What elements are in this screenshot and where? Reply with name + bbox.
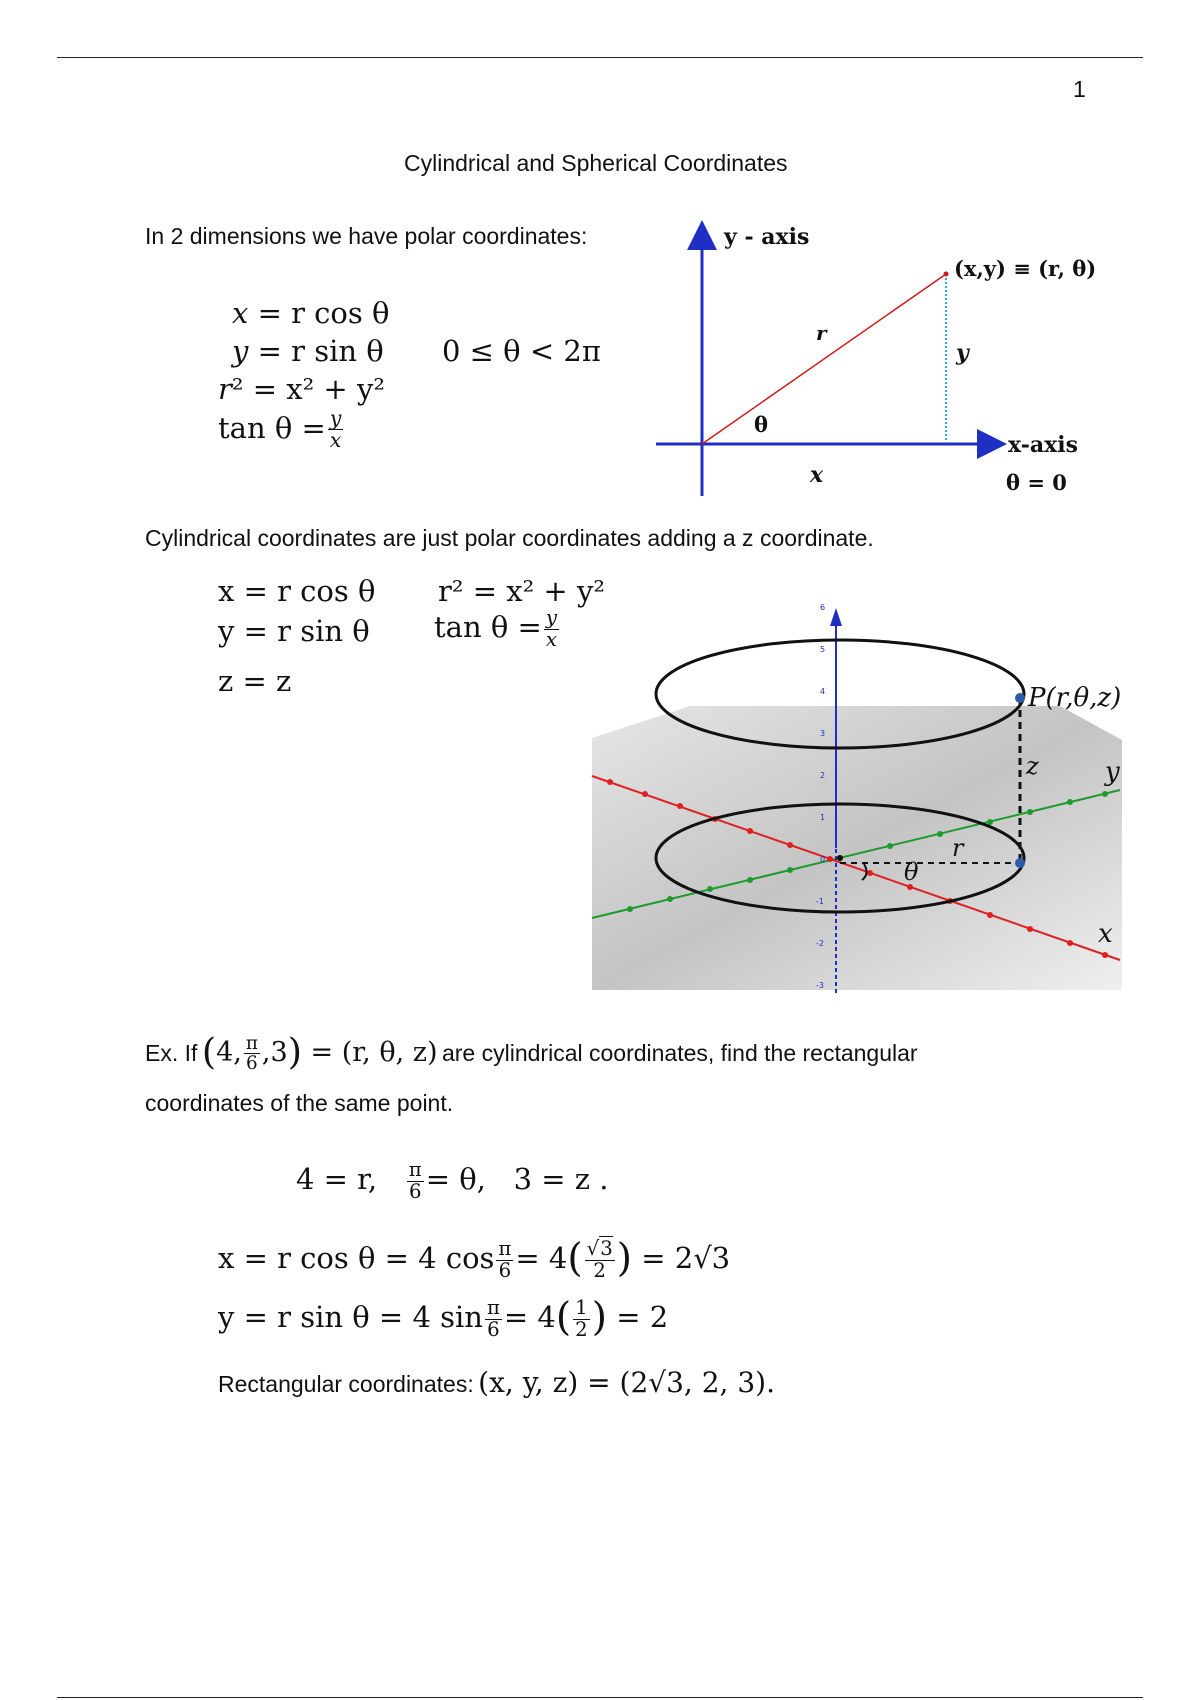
cylindrical-figure: [590, 598, 1140, 998]
page-number: 1: [1073, 76, 1086, 102]
polar-eq-tan: tan θ = $\frac{y}{x}$: [218, 406, 342, 453]
polar-eq-r2: r² = x² + y²: [218, 372, 385, 406]
x-computation: x = r cos θ = 4 cos $\frac{\pi}{6}$ = 4( $\frac{√3}{2}$ ) = 2√3: [218, 1236, 731, 1282]
cyl-eq-x: x = r cos θ: [218, 574, 376, 608]
polar-range: 0 ≤ θ < 2π: [442, 334, 601, 368]
point-p: [1015, 693, 1025, 703]
cyl-eq-z: z = z: [218, 664, 292, 698]
cyl-eq-y: y = r sin θ: [218, 614, 370, 648]
x-label: x: [1098, 919, 1113, 949]
polar-point: [944, 272, 949, 277]
z-tick-0: 0: [820, 855, 826, 864]
y-label: y: [1105, 757, 1120, 787]
polar-y-label: y: [956, 340, 969, 366]
example-line2: coordinates of the same point.: [145, 1090, 454, 1116]
z-tick-5: 5: [820, 645, 826, 654]
cylindrical-intro: Cylindrical coordinates are just polar coordinates adding a z coordinate.: [145, 525, 874, 551]
polar-point-label: (x,y) ≡ (r, θ): [954, 256, 1097, 281]
z-tick-m1: -1: [816, 897, 824, 906]
polar-ray: [702, 274, 946, 444]
polar-r-label: r: [816, 321, 827, 345]
page-title: Cylindrical and Spherical Coordinates: [404, 150, 788, 176]
polar-figure: [650, 220, 1120, 500]
polar-x-label: x: [810, 462, 824, 488]
polar-y-axis-label: y - axis: [724, 224, 810, 250]
header-rule: [57, 57, 1143, 58]
cyl-eq-tan: tan θ = $\frac{y}{x}$: [434, 606, 557, 651]
given-values: 4 = r, $\frac{\pi}{6}$ = θ, 3 = z .: [296, 1158, 609, 1203]
z-tick-m2: -2: [816, 939, 824, 948]
z-tick-1: 1: [820, 813, 826, 822]
example-line1: Ex. If (4, $\frac{\pi}{6}$ ,3) = (r, θ, z) are cylindrical coordinates, find the rectangular: [145, 1030, 918, 1074]
footer-rule: [57, 1697, 1143, 1698]
cyl-eq-r2: r² = x² + y²: [438, 574, 605, 608]
polar-x-axis-label: x-axis: [1008, 432, 1078, 458]
p-label: P(r,θ,z): [1028, 683, 1122, 713]
theta-label: θ: [904, 858, 919, 886]
polar-eq-y: y = r sin θ: [232, 334, 384, 368]
polar-theta-zero-label: θ = 0: [1006, 470, 1067, 495]
z-tick-m3: -3: [816, 981, 824, 990]
polar-intro: In 2 dimensions we have polar coordinates:: [145, 223, 588, 249]
z-tick-6: 6: [820, 603, 826, 612]
z-label: z: [1026, 752, 1039, 780]
z-tick-2: 2: [820, 771, 826, 780]
y-computation: y = r sin θ = 4 sin $\frac{\pi}{6}$ = 4( $\frac{1}{2}$ ) = 2: [218, 1295, 669, 1341]
z-tick-4: 4: [820, 687, 826, 696]
r-label: r: [952, 834, 964, 862]
result-line: Rectangular coordinates: (x, y, z) = (2√3, 2, 3).: [218, 1366, 775, 1399]
point-proj: [1015, 858, 1025, 868]
z-tick-3: 3: [820, 729, 826, 738]
polar-eq-x: x = r cos θ: [232, 296, 390, 330]
polar-theta-label: θ: [754, 412, 769, 437]
